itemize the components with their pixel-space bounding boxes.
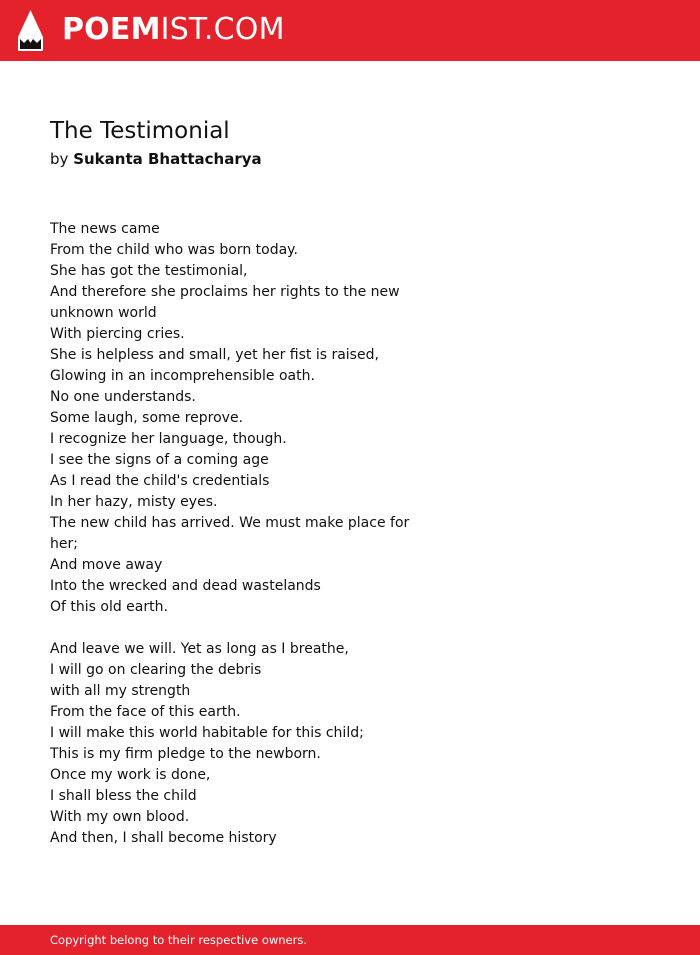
poem-line: From the child who was born today. (50, 242, 298, 258)
poem-line: She is helpless and small, yet her fist is raised, (50, 347, 379, 363)
poem-line: Of this old earth. (50, 599, 168, 615)
poem-line: The news came (50, 221, 160, 237)
poem-line: I will make this world habitable for this child; (50, 725, 364, 741)
poem-line: The new child has arrived. We must make place for (50, 515, 410, 531)
pencil-icon (18, 10, 43, 51)
poem-line: No one understands. (50, 389, 196, 405)
poem-line: with all my strength (50, 683, 191, 699)
poem-line: Some laugh, some reprove. (50, 410, 244, 426)
logo-bold-text: POEM (62, 12, 161, 47)
poem-line: And therefore she proclaims her rights to the new (50, 284, 400, 300)
poem-line: I see the signs of a coming age (50, 452, 269, 468)
poem-line: As I read the child's credentials (50, 473, 270, 489)
poem-line: And leave we will. Yet as long as I breathe, (50, 641, 349, 657)
site-footer (0, 925, 700, 955)
poem-line: I recognize her language, though. (50, 431, 287, 447)
poem-line: Glowing in an incomprehensible oath. (50, 368, 315, 384)
poem-body (50, 219, 420, 849)
poem-line: From the face of this earth. (50, 704, 241, 720)
logo-light-text: IST.COM (160, 12, 285, 47)
poem-line: Once my work is done, (50, 767, 211, 783)
site-logo[interactable] (62, 12, 285, 48)
poem-author: Sukanta Bhattacharya (73, 150, 262, 168)
poem-line: With my own blood. (50, 809, 190, 825)
poem-line: She has got the testimonial, (50, 263, 248, 279)
footer-copyright: Copyright belong to their respective owners. (50, 933, 308, 947)
poem-byline (50, 149, 262, 169)
poem-line: And move away (50, 557, 163, 573)
poem-line: Into the wrecked and dead wastelands (50, 578, 321, 594)
poem-line: unknown world (50, 305, 157, 321)
poem-line: I will go on clearing the debris (50, 662, 262, 678)
poem-line: I shall bless the child (50, 788, 197, 804)
poem-line: In her hazy, misty eyes. (50, 494, 218, 510)
poem-line: And then, I shall become history (50, 830, 277, 846)
stanza-break (50, 618, 420, 639)
by-label: by (50, 150, 69, 168)
site-header (0, 0, 700, 61)
poem-line: her; (50, 536, 78, 552)
poem-line: This is my firm pledge to the newborn. (50, 746, 321, 762)
poem-title: The Testimonial (50, 118, 230, 144)
poem-line: With piercing cries. (50, 326, 185, 342)
